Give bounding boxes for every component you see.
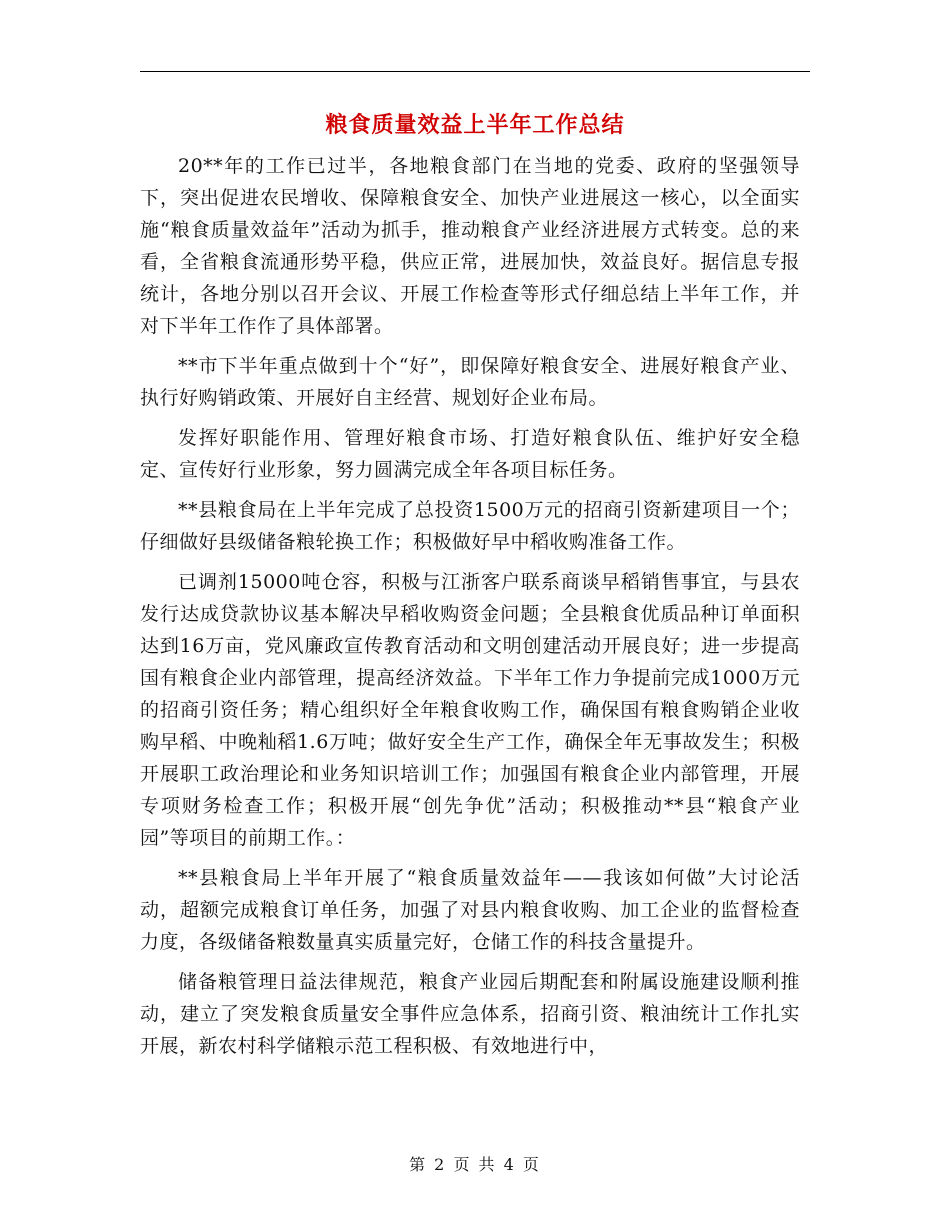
paragraph-6: **县粮食局上半年开展了“粮食质量效益年——我该如何做”大讨论活动，超额完成粮食订单任务，加强了对县内粮食收购、加工企业的监督检查力度，各级储备粮数量真实质量完好，仓储工作的科技含量提升。 bbox=[140, 867, 800, 953]
paragraph-7: 储备粮管理日益法律规范，粮食产业园后期配套和附属设施建设顺利推动，建立了突发粮食质量安全事件应急体系，招商引资、粮油统计工作扎实开展，新农村科学储粮示范工程积极、有效地进行中， bbox=[140, 971, 800, 1057]
document-body bbox=[140, 150, 800, 1070]
paragraph-4: **县粮食局在上半年完成了总投资1500万元的招商引资新建项目一个；仔细做好县级储备粮轮换工作；积极做好早中稻收购准备工作。 bbox=[140, 499, 800, 553]
paragraph-2: **市下半年重点做到十个“好”，即保障好粮食安全、进展好粮食产业、执行好购销政策、开展好自主经营、规划好企业布局。 bbox=[140, 355, 800, 409]
document-title: 粮食质量效益上半年工作总结 bbox=[325, 113, 625, 138]
paragraph-3: 发挥好职能作用、管理好粮食市场、打造好粮食队伍、维护好安全稳定、宣传好行业形象，努力圆满完成全年各项目标任务。 bbox=[140, 427, 800, 481]
paragraph-1: 20**年的工作已过半，各地粮食部门在当地的党委、政府的坚强领导下，突出促进农民增收、保障粮食安全、加快产业进展这一核心，以全面实施“粮食质量效益年”活动为抓手，推动粮食产业经济进展方式转变。总的来看，全省粮食流通形势平稳，供应正常，进展加快，效益良好。据信息专报统计，各地分别以召开会议、开展工作检查等形式仔细总结上半年工作，并对下半年工作作了具体部署。 bbox=[140, 155, 800, 337]
header-rule bbox=[140, 71, 810, 72]
paragraph-5: 已调剂15000吨仓容，积极与江浙客户联系商谈早稻销售事宜，与县农发行达成贷款协议基本解决早稻收购资金问题；全县粮食优质品种订单面积达到16万亩，党风廉政宣传教育活动和文明创建活动开展良好；进一步提高国有粮食企业内部管理，提高经济效益。下半年工作力争提前完成1000万元的招商引资任务；精心组织好全年粮食收购工作，确保国有粮食购销企业收购早稻、中晚籼稻1.6万吨；做好安全生产工作，确保全年无事故发生；积极开展职工政治理论和业务知识培训工作；加强国有粮食企业内部管理，开展专项财务检查工作；积极开展“创先争优”活动；积极推动**县“粮食产业园”等项目的前期工作。： bbox=[140, 571, 800, 849]
page-footer bbox=[0, 1153, 950, 1177]
page-number-label: 第 2 页 共 4 页 bbox=[409, 1155, 541, 1174]
